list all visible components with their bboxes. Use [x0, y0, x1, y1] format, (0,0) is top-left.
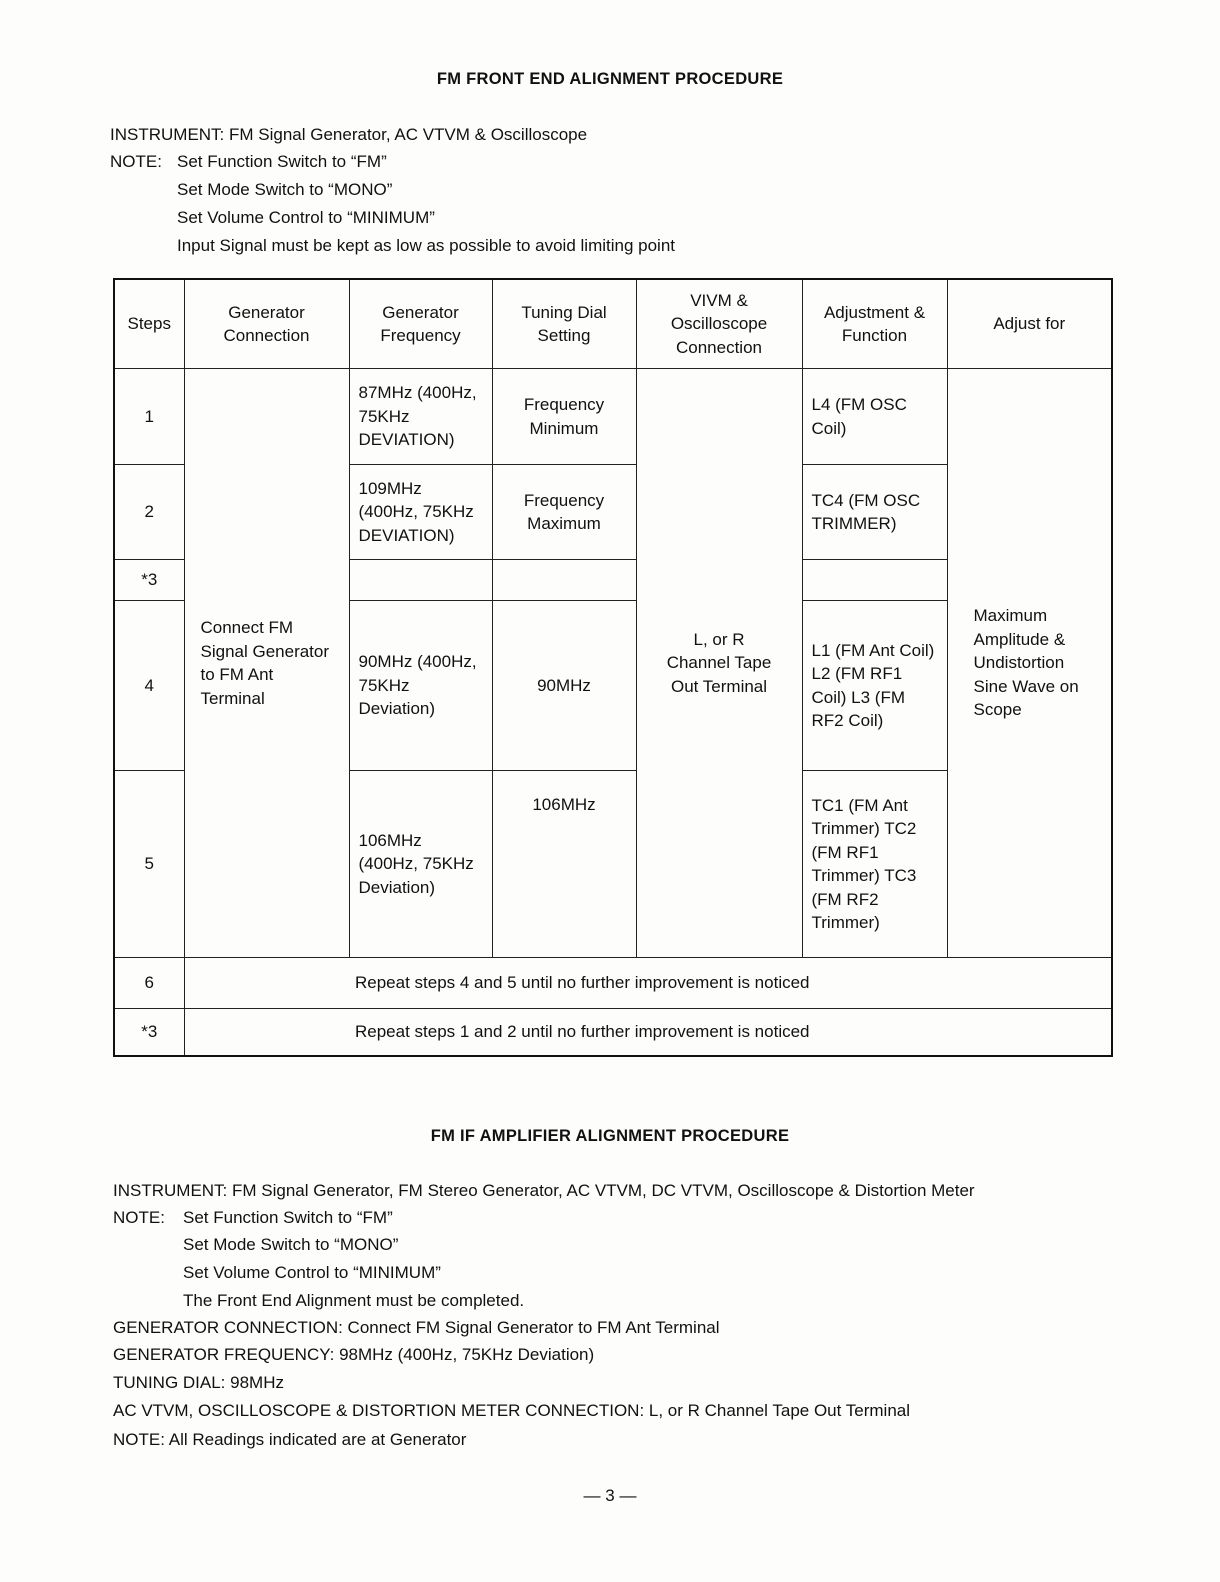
adjustment-cell: L1 (FM Ant Coil) L2 (FM RF1 Coil) L3 (FM RF2 Coil) — [802, 601, 947, 771]
header-generator-connection: Generator Connection — [184, 279, 349, 369]
step-cell: 1 — [114, 369, 184, 465]
repeat-instruction: Repeat steps 1 and 2 until no further improvement is noticed — [184, 1009, 1112, 1056]
note-line: Set Function Switch to “FM” — [177, 152, 387, 171]
repeat-instruction: Repeat steps 4 and 5 until no further improvement is noticed — [184, 958, 1112, 1009]
step-cell: 5 — [114, 771, 184, 958]
generator-connection-cell: Connect FM Signal Generator to FM Ant Terminal — [184, 369, 349, 958]
header-adjust-for: Adjust for — [947, 279, 1112, 369]
step-cell: 6 — [114, 958, 184, 1009]
table-row — [114, 958, 1112, 1009]
adjustment-cell: TC4 (FM OSC TRIMMER) — [802, 465, 947, 560]
adjustment-cell — [802, 560, 947, 601]
table-row — [114, 369, 1112, 465]
tuning-cell — [492, 560, 636, 601]
frequency-cell: 109MHz (400Hz, 75KHz DEVIATION) — [349, 465, 492, 560]
header-generator-frequency: Generator Frequency — [349, 279, 492, 369]
tuning-cell: 90MHz — [492, 601, 636, 771]
header-steps: Steps — [114, 279, 184, 369]
note-label: NOTE: — [113, 1208, 165, 1227]
instrument-line: INSTRUMENT: FM Signal Generator, AC VTVM & Oscilloscope — [110, 125, 588, 144]
table-header-row — [114, 279, 1112, 369]
step-cell: 4 — [114, 601, 184, 771]
tuning-cell: 106MHz — [492, 771, 636, 958]
frequency-cell: 87MHz (400Hz, 75KHz DEVIATION) — [349, 369, 492, 465]
note-line: Set Mode Switch to “MONO” — [183, 1235, 399, 1254]
step-cell: *3 — [114, 560, 184, 601]
section2-title: FM IF AMPLIFIER ALIGNMENT PROCEDURE — [430, 1127, 790, 1145]
note-line: Set Volume Control to “MINIMUM” — [183, 1263, 441, 1282]
adjustment-cell: TC1 (FM Ant Trimmer) TC2 (FM RF1 Trimmer) TC3 (FM RF2 Trimmer) — [802, 771, 947, 958]
note-label: NOTE: — [110, 152, 162, 171]
page-number: — 3 — — [583, 1486, 637, 1505]
tuning-cell: Frequency Minimum — [492, 369, 636, 465]
adjustment-cell: L4 (FM OSC Coil) — [802, 369, 947, 465]
instrument-line: INSTRUMENT: FM Signal Generator, FM Stereo Generator, AC VTVM, DC VTVM, Oscilloscope & Distortion Meter — [113, 1181, 975, 1200]
step-cell: 2 — [114, 465, 184, 560]
generator-frequency-line: GENERATOR FREQUENCY: 98MHz (400Hz, 75KHz Deviation) — [113, 1345, 595, 1364]
note-line: Set Volume Control to “MINIMUM” — [177, 208, 435, 227]
adjust-for-cell: Maximum Amplitude & Undistortion Sine Wave on Scope — [947, 369, 1112, 958]
final-note-line: NOTE: All Readings indicated are at Generator — [113, 1430, 467, 1449]
header-tuning-dial: Tuning Dial Setting — [492, 279, 636, 369]
tuning-dial-line: TUNING DIAL: 98MHz — [113, 1373, 284, 1392]
header-vtvm-connection: VIVM & Oscilloscope Connection — [636, 279, 802, 369]
note-line: The Front End Alignment must be completed. — [183, 1291, 525, 1310]
table-row — [114, 1009, 1112, 1056]
frequency-cell: 90MHz (400Hz, 75KHz Deviation) — [349, 601, 492, 771]
step-cell: *3 — [114, 1009, 184, 1056]
header-adjustment: Adjustment & Function — [802, 279, 947, 369]
section1-title: FM FRONT END ALIGNMENT PROCEDURE — [436, 70, 784, 88]
note-line: Set Mode Switch to “MONO” — [177, 180, 393, 199]
note-line: Input Signal must be kept as low as possible to avoid limiting point — [177, 236, 675, 255]
alignment-table — [113, 278, 1113, 1057]
generator-connection-line: GENERATOR CONNECTION: Connect FM Signal Generator to FM Ant Terminal — [113, 1318, 720, 1337]
note-line: Set Function Switch to “FM” — [183, 1208, 393, 1227]
meter-connection-line: AC VTVM, OSCILLOSCOPE & DISTORTION METER CONNECTION: L, or R Channel Tape Out Terminal — [113, 1401, 911, 1420]
frequency-cell: 106MHz (400Hz, 75KHz Deviation) — [349, 771, 492, 958]
vtvm-connection-cell: L, or R Channel Tape Out Terminal — [636, 369, 802, 958]
frequency-cell — [349, 560, 492, 601]
tuning-cell: Frequency Maximum — [492, 465, 636, 560]
